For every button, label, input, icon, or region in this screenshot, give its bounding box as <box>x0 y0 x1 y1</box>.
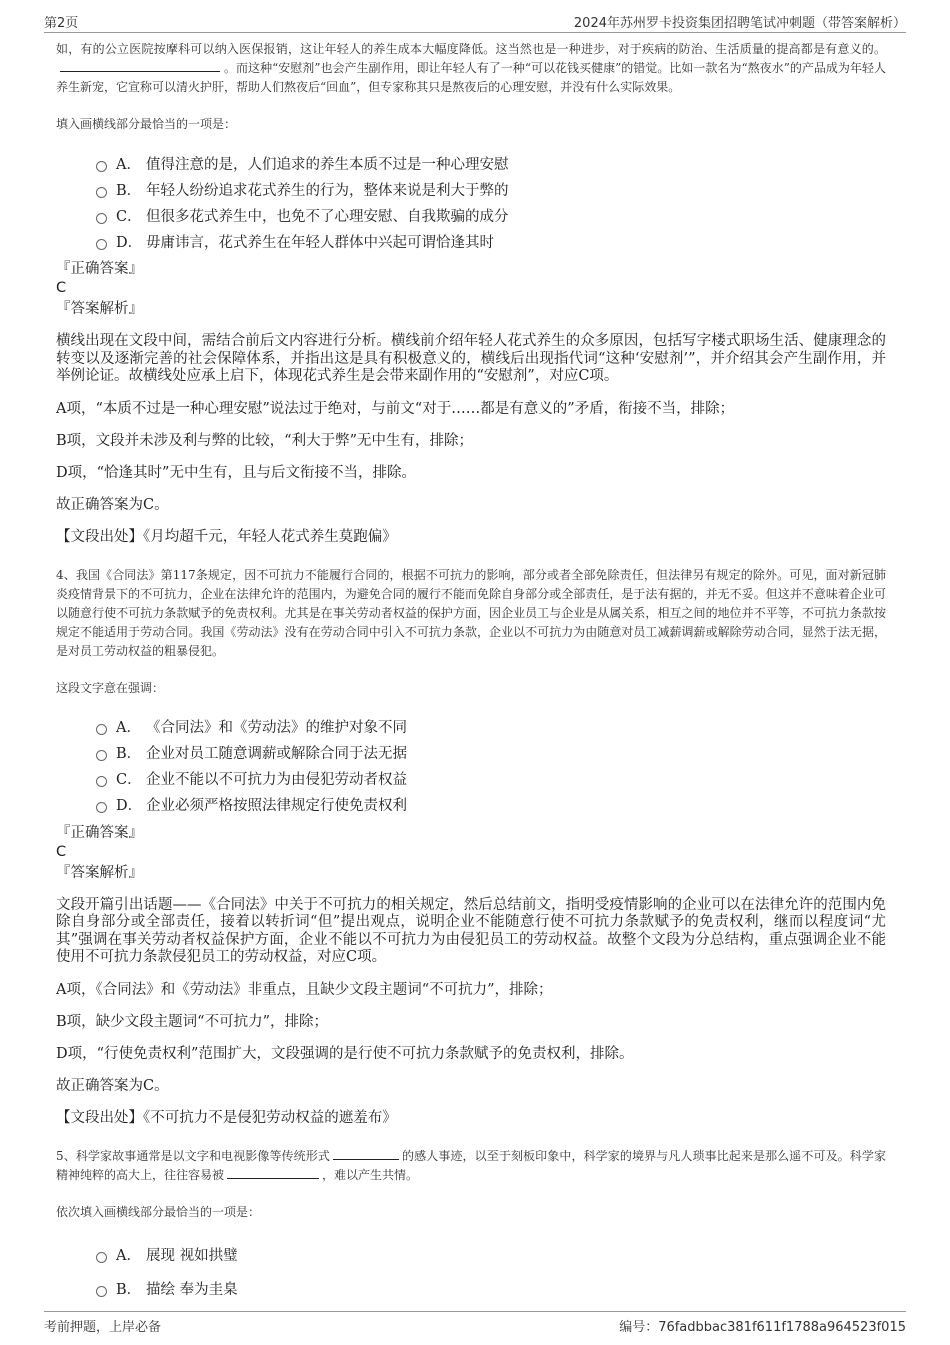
question-4 <box>56 566 886 1127</box>
radio-icon[interactable] <box>96 724 107 735</box>
question-4-options <box>96 714 886 818</box>
page-number: 第2页 <box>44 16 79 31</box>
option-c[interactable]: C． 但很多花式养生中，也免不了心理安慰、自我欺骗的成分 <box>96 202 886 228</box>
fill-blank-2 <box>227 1166 319 1179</box>
option-b[interactable]: B． 年轻人纷纷追求花式养生的行为，整体来说是利大于弊的 <box>96 176 886 202</box>
option-d-note: D项，“恰逢其时”无中生有，且与后文衔接不当，排除。 <box>56 464 416 481</box>
source: 【文段出处】《月均超千元，年轻人花式养生莫跑偏》 <box>56 528 397 545</box>
document-body <box>56 40 886 1306</box>
radio-icon[interactable] <box>96 802 107 813</box>
conclusion: 故正确答案为C。 <box>56 496 169 513</box>
option-a[interactable]: A． 值得注意的是，人们追求的养生本质不过是一种心理安慰 <box>96 150 886 176</box>
page-header <box>44 12 906 33</box>
correct-answer: C <box>56 280 67 296</box>
option-c[interactable]: C． 企业不能以不可抗力为由侵犯劳动者权益 <box>96 766 886 792</box>
option-a-note: A项，“本质不过是一种心理安慰”说法过于绝对，与前文“对于……都是有意义的”矛盾，衔接不当，排除； <box>56 400 735 417</box>
correct-answer: C <box>56 843 67 860</box>
option-d[interactable]: D． 毋庸讳言，花式养生在年轻人群体中兴起可谓恰逢其时 <box>96 228 886 254</box>
document-title: 2024年苏州罗卡投资集团招聘笔试冲刺题（带答案解析） <box>573 16 906 31</box>
document-id: 编号：76fadbbac381f611f1788a964523f015 <box>619 1320 906 1335</box>
source: 【文段出处】《不可抗力不是侵犯劳动权益的遮羞布》 <box>56 1109 397 1126</box>
question-5-prompt: 依次填入画横线部分最恰当的一项是： <box>56 1204 261 1219</box>
question-3-passage: 如，有的公立医院按摩科可以纳入医保报销，这让年轻人的养生成本大幅度降低。这当然也是一种进步，对于疾病的防治、生活质量的提高都是有意义的。。而这种“安慰剂”也会产生副作用，即让年轻人有了一种“可以花钱买健康”的错觉。比如一款名为“熬夜水”的产品成为年轻人养生新宠，它宣称可以清火护肝，帮助人们熬夜后“回血”，但专家称其只是熬夜后的心理安慰，并没有什么实际效果。 <box>56 42 886 94</box>
option-a-note: A项，《合同法》和《劳动法》非重点，且缺少文段主题词“不可抗力”，排除； <box>56 981 553 998</box>
footer-slogan: 考前押题，上岸必备 <box>44 1320 162 1335</box>
radio-icon[interactable] <box>96 1252 107 1263</box>
option-b-note: B项，文段并未涉及利与弊的比较，“利大于弊”无中生有，排除； <box>56 432 473 449</box>
analysis-text: 横线出现在文段中间，需结合前后文内容进行分析。横线前介绍年轻人花式养生的众多原因，包括写字楼式职场生活、健康理念的转变以及逐渐完善的社会保障体系，并指出这是具有积极意义的，横线后出现指代词“这种‘安慰剂’”，并介绍其会产生副作用，并举例论证。故横线处应承上启下，体现花式养生是会带来副作用的“安慰剂”，对应C项。 <box>56 333 886 384</box>
answer-tag: 『正确答案』 <box>56 261 143 277</box>
analysis-tag: 『答案解析』 <box>56 301 143 317</box>
analysis-tag: 『答案解析』 <box>56 864 143 881</box>
answer-tag: 『正确答案』 <box>56 824 143 841</box>
question-5 <box>56 1147 886 1306</box>
option-b-note: B项，缺少文段主题词“不可抗力”，排除； <box>56 1013 328 1030</box>
option-b[interactable]: B． 企业对员工随意调薪或解除合同于法无据 <box>96 740 886 766</box>
option-d-note: D项，“行使免责权利”范围扩大，文段强调的是行使不可抗力条款赋予的免责权利，排除。 <box>56 1045 634 1062</box>
radio-icon[interactable] <box>96 1286 107 1297</box>
fill-blank <box>60 59 220 72</box>
question-3-options <box>96 150 886 254</box>
question-5-options <box>96 1238 886 1306</box>
radio-icon[interactable] <box>96 187 107 198</box>
analysis-text: 文段开篇引出话题——《合同法》中关于不可抗力的相关规定，然后总结前文，指明受疫情影响的企业可以在法律允许的范围内免除自身部分或全部责任，接着以转折词“但”提出观点，说明企业不能随意行使不可抗力条款赋予的免责权利，继而以程度词“尤其”强调在事关劳动者权益保护方面，企业不能以不可抗力为由侵犯员工的劳动权益。故整个文段为分总结构，重点强调企业不能使用不可抗力条款侵犯员工的劳动权益，对应C项。 <box>56 896 886 965</box>
question-3-prompt: 填入画横线部分最恰当的一项是： <box>56 117 237 131</box>
radio-icon[interactable] <box>96 239 107 250</box>
question-5-passage: 5、科学家故事通常是以文字和电视影像等传统形式 的感人事迹，以至于刻板印象中，科学家的境界与凡人琐事比起来是那么遥不可及。科学家精神纯粹的高大上，往往容易被 ，难以产生共情。 <box>56 1148 886 1182</box>
radio-icon[interactable] <box>96 161 107 172</box>
option-d[interactable]: D． 企业必须严格按照法律规定行使免责权利 <box>96 792 886 818</box>
question-4-prompt: 这段文字意在强调： <box>56 680 165 695</box>
option-b[interactable]: B． 描绘 奉为圭臬 <box>96 1272 886 1306</box>
radio-icon[interactable] <box>96 776 107 787</box>
radio-icon[interactable] <box>96 750 107 761</box>
fill-blank-1 <box>333 1147 399 1160</box>
question-3 <box>56 40 886 546</box>
option-a[interactable]: A． 展现 视如拱璧 <box>96 1238 886 1272</box>
page-footer <box>44 1311 906 1336</box>
question-4-passage: 4、我国《合同法》第117条规定，因不可抗力不能履行合同的，根据不可抗力的影响，部分或者全部免除责任，但法律另有规定的除外。可见，面对新冠肺炎疫情背景下的不可抗力，企业在法律允许的范围内，为避免合同的履行不能而免除自身部分或全部责任，是于法有据的，并无不妥。但这并不意味着企业可以随意行使不可抗力条款赋予的免责权利。尤其是在事关劳动者权益的保护方面，因企业员工与企业是从属关系，相互之间的地位并不平等，不可抗力条款按规定不能适用于劳动合同。我国《劳动法》没有在劳动合同中引入不可抗力条款，企业以不可抗力为由随意对员工减薪调薪或解除劳动合同，显然于法无据，是对员工劳动权益的粗暴侵犯。 <box>56 567 886 658</box>
conclusion: 故正确答案为C。 <box>56 1077 169 1094</box>
option-a[interactable]: A． 《合同法》和《劳动法》的维护对象不同 <box>96 714 886 740</box>
radio-icon[interactable] <box>96 213 107 224</box>
